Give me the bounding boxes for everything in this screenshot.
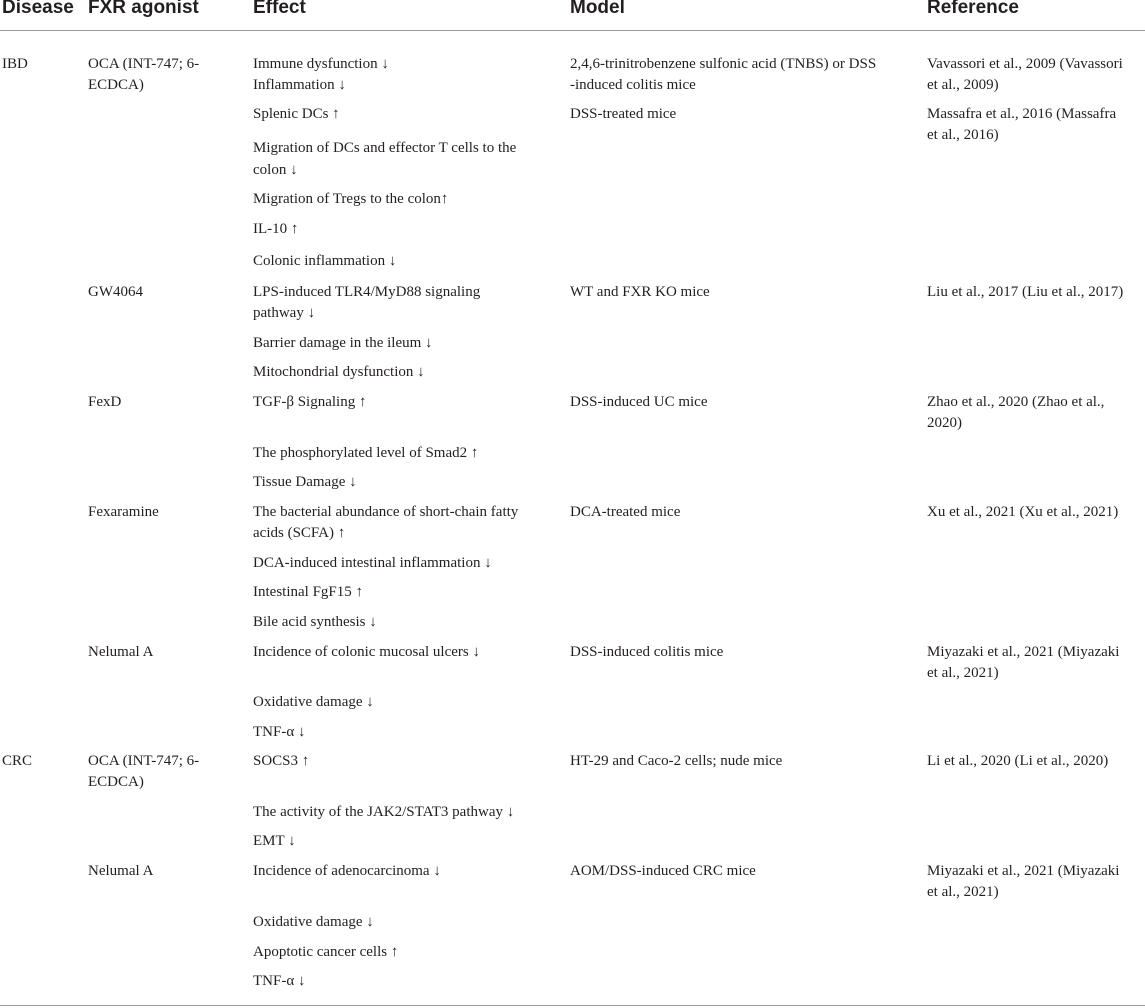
effect-cell: Tissue Damage ↓ bbox=[253, 474, 357, 490]
model-cell: HT-29 and Caco-2 cells; nude mice bbox=[570, 753, 783, 769]
effect-cell: Oxidative damage ↓ bbox=[253, 694, 374, 710]
effect-cell: SOCS3 ↑ bbox=[253, 753, 310, 769]
reference-cell: et al., 2009) bbox=[927, 77, 999, 93]
effect-cell: EMT ↓ bbox=[253, 833, 296, 849]
reference-cell: 2020) bbox=[927, 415, 962, 431]
model-cell: DSS-induced UC mice bbox=[570, 394, 708, 410]
effect-cell: DCA-induced intestinal inflammation ↓ bbox=[253, 555, 492, 571]
reference-cell: Miyazaki et al., 2021 (Miyazaki bbox=[927, 863, 1120, 879]
model-cell: -induced colitis mice bbox=[570, 77, 696, 93]
reference-cell: et al., 2021) bbox=[927, 884, 999, 900]
effect-cell: Incidence of adenocarcinoma ↓ bbox=[253, 863, 441, 879]
table-bottom-rule bbox=[0, 1005, 1145, 1006]
agonist-oca-ibd-line2: ECDCA) bbox=[88, 77, 144, 93]
effect-cell: Incidence of colonic mucosal ulcers ↓ bbox=[253, 644, 480, 660]
reference-cell: Zhao et al., 2020 (Zhao et al., bbox=[927, 394, 1105, 410]
header-fxr-agonist: FXR agonist bbox=[88, 0, 199, 18]
effect-cell: TNF-α ↓ bbox=[253, 724, 306, 740]
reference-cell: Liu et al., 2017 (Liu et al., 2017) bbox=[927, 284, 1124, 300]
disease-crc: CRC bbox=[2, 753, 33, 769]
model-cell: DCA-treated mice bbox=[570, 504, 681, 520]
agonist-oca-crc-line2: ECDCA) bbox=[88, 774, 144, 790]
effect-cell: Barrier damage in the ileum ↓ bbox=[253, 335, 433, 351]
agonist-oca-crc-line1: OCA (INT-747; 6- bbox=[88, 753, 200, 769]
effect-cell: The activity of the JAK2/STAT3 pathway ↓ bbox=[253, 804, 515, 820]
effect-cell: Inflammation ↓ bbox=[253, 77, 346, 93]
reference-cell: Li et al., 2020 (Li et al., 2020) bbox=[927, 753, 1109, 769]
effect-cell: pathway ↓ bbox=[253, 305, 316, 321]
agonist-fexd: FexD bbox=[88, 394, 122, 410]
effect-cell: Bile acid synthesis ↓ bbox=[253, 614, 377, 630]
effect-cell: The bacterial abundance of short-chain fatty bbox=[253, 504, 519, 520]
table-header-row bbox=[0, 0, 1145, 31]
agonist-nelumal-a-crc: Nelumal A bbox=[88, 863, 154, 879]
reference-cell: et al., 2016) bbox=[927, 127, 999, 143]
agonist-oca-ibd-line1: OCA (INT-747; 6- bbox=[88, 56, 200, 72]
header-effect: Effect bbox=[253, 0, 306, 18]
effect-cell: Migration of Tregs to the colon↑ bbox=[253, 191, 449, 207]
model-cell: DSS-induced colitis mice bbox=[570, 644, 724, 660]
effect-cell: IL-10 ↑ bbox=[253, 221, 299, 237]
effect-cell: Apoptotic cancer cells ↑ bbox=[253, 944, 399, 960]
model-cell: DSS-treated mice bbox=[570, 106, 677, 122]
effect-cell: Mitochondrial dysfunction ↓ bbox=[253, 364, 425, 380]
header-reference: Reference bbox=[927, 0, 1019, 18]
effect-cell: Splenic DCs ↑ bbox=[253, 106, 340, 122]
header-model: Model bbox=[570, 0, 625, 18]
agonist-fexaramine: Fexaramine bbox=[88, 504, 159, 520]
effect-cell: acids (SCFA) ↑ bbox=[253, 525, 346, 541]
agonist-gw4064: GW4064 bbox=[88, 284, 143, 300]
reference-cell: et al., 2021) bbox=[927, 665, 999, 681]
effect-cell: Colonic inflammation ↓ bbox=[253, 253, 397, 269]
effect-cell: Oxidative damage ↓ bbox=[253, 914, 374, 930]
header-disease: Disease bbox=[2, 0, 74, 18]
reference-cell: Xu et al., 2021 (Xu et al., 2021) bbox=[927, 504, 1119, 520]
effect-cell: Migration of DCs and effector T cells to the bbox=[253, 140, 517, 156]
effect-cell: Intestinal FgF15 ↑ bbox=[253, 584, 364, 600]
effect-cell: colon ↓ bbox=[253, 162, 298, 178]
model-cell: AOM/DSS-induced CRC mice bbox=[570, 863, 756, 879]
model-cell: WT and FXR KO mice bbox=[570, 284, 710, 300]
reference-cell: Massafra et al., 2016 (Massafra bbox=[927, 106, 1117, 122]
reference-cell: Miyazaki et al., 2021 (Miyazaki bbox=[927, 644, 1120, 660]
effect-cell: TNF-α ↓ bbox=[253, 973, 306, 989]
reference-cell: Vavassori et al., 2009 (Vavassori bbox=[927, 56, 1123, 72]
effect-cell: TGF-β Signaling ↑ bbox=[253, 394, 367, 410]
effect-cell: The phosphorylated level of Smad2 ↑ bbox=[253, 445, 479, 461]
disease-ibd: IBD bbox=[2, 56, 28, 72]
effect-cell: LPS-induced TLR4/MyD88 signaling bbox=[253, 284, 481, 300]
agonist-nelumal-a-ibd: Nelumal A bbox=[88, 644, 154, 660]
effect-cell: Immune dysfunction ↓ bbox=[253, 56, 389, 72]
model-cell: 2,4,6-trinitrobenzene sulfonic acid (TNBS) or DSS bbox=[570, 56, 877, 72]
